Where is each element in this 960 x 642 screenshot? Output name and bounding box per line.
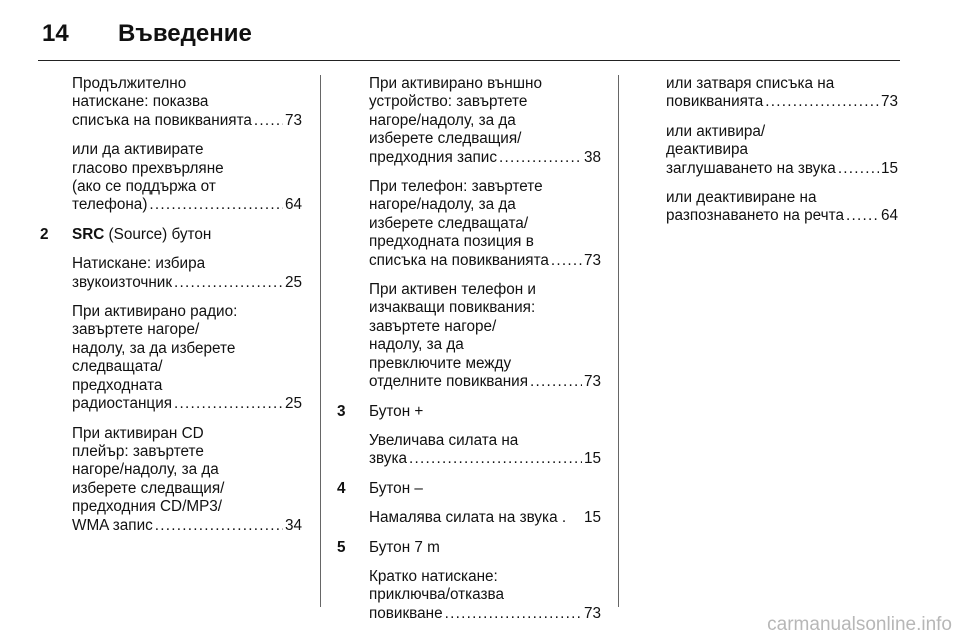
- item-5-heading: [337, 538, 601, 557]
- paragraph-speech-recognition: или деактивиране на разпознаването на речта . . . 64: [666, 189, 898, 226]
- paragraph-waiting-calls: При активен телефон и изчакващи повиквания: завъртете нагоре/ надолу, за да превключите между отделните повиквания . . . 73: [369, 281, 601, 391]
- column-3: [666, 75, 898, 237]
- paragraph-radio: При активирано радио: завъртете нагоре/ надолу, за да изберете следващата/ предходната радиостанция . . . 25: [72, 303, 302, 413]
- page-number: 14: [42, 20, 69, 47]
- page-reference: 73: [880, 93, 898, 111]
- index-entry: WMA запис . . . 34: [72, 517, 302, 535]
- index-entry: отделните повиквания . . . 73: [369, 373, 601, 391]
- paragraph-volume-down: [369, 509, 601, 527]
- page-reference: 25: [284, 395, 302, 413]
- paragraph-cd-player: При активиран CD плейър: завъртете нагоре/надолу, за да изберете следващия/ предходния CD/MP3/ WMA запис . . . 34: [72, 425, 302, 535]
- page-reference: 34: [284, 516, 302, 534]
- page-reference: 64: [880, 207, 898, 225]
- page-header: [38, 14, 900, 61]
- volume-up-button-label: Бутон +: [369, 402, 424, 420]
- page-reference: 73: [284, 111, 302, 129]
- page-reference: 64: [284, 196, 302, 214]
- phone-button-label: Бутон 7 m: [369, 538, 440, 556]
- paragraph-long-press: Продължително натискане: показва списъка на повикванията . . . 73: [72, 75, 302, 130]
- paragraph-volume-up: Увеличава силата на звука . . . 15: [369, 432, 601, 469]
- paragraph-mute: или активира/ деактивира заглушаването на звука . . . 15: [666, 123, 898, 178]
- index-entry: радиостанция . . . 25: [72, 395, 302, 413]
- page-reference: 25: [284, 273, 302, 291]
- page-reference: 73: [583, 373, 601, 391]
- paragraph-phone: При телефон: завъртете нагоре/надолу, за да изберете следващата/ предходната позиция в списъка на повикванията . . . 73: [369, 178, 601, 270]
- paragraph-close-call-list: или затваря списъка на повикванията . . . 73: [666, 75, 898, 112]
- index-entry: списъка на повикванията . . . 73: [72, 112, 302, 130]
- index-entry: разпознаването на речта . . . 64: [666, 207, 898, 225]
- page-reference: 15: [583, 450, 601, 468]
- volume-down-button-label: Бутон –: [369, 479, 423, 497]
- page-reference: 15: [583, 509, 601, 527]
- page-reference: 73: [583, 604, 601, 622]
- item-3-heading: [337, 402, 601, 421]
- paragraph-external-device: При активирано външно устройство: завъртете нагоре/надолу, за да изберете следващия/ предходния запис . . . 38: [369, 75, 601, 167]
- item-number: 3: [337, 402, 346, 420]
- index-entry: звукоизточник . . . 25: [72, 274, 302, 292]
- page-reference: 38: [583, 148, 601, 166]
- page-reference: 73: [583, 251, 601, 269]
- index-entry: Намалява силата на звука . 15: [369, 509, 601, 527]
- index-entry: заглушаването на звука . . . 15: [666, 160, 898, 178]
- index-entry: повикванията . . . 73: [666, 93, 898, 111]
- index-entry: списъка на повикванията . . . 73: [369, 252, 601, 270]
- paragraph-short-press: Кратко натискане: приключва/отказва повикване . . . 73: [369, 568, 601, 623]
- paragraph-voice-transfer: или да активирате гласово прехвърляне (ако се поддържа от телефона) . . . 64: [72, 141, 302, 215]
- item-2-heading: 2 SRC (Source) бутон: [40, 225, 212, 243]
- index-entry: повикване . . . 73: [369, 605, 601, 623]
- column-divider-left: [320, 75, 321, 607]
- item-number: 2: [40, 225, 49, 243]
- chapter-title: Въведение: [118, 20, 252, 47]
- column-divider-right: [618, 75, 619, 607]
- column-1: [40, 75, 302, 546]
- paragraph-select-source: Натискане: избира звукоизточник . . . 25: [72, 255, 302, 292]
- column-2: [337, 75, 601, 634]
- item-number: 5: [337, 538, 346, 556]
- index-entry: телефона) . . . 64: [72, 196, 302, 214]
- src-label: SRC: [72, 225, 105, 243]
- item-4-heading: [337, 479, 601, 498]
- page-reference: 15: [880, 159, 898, 177]
- index-entry: предходния запис . . . 38: [369, 149, 601, 167]
- item-number: 4: [337, 479, 346, 497]
- watermark: carmanualsonline.info: [767, 614, 952, 635]
- index-entry: звука . . . 15: [369, 450, 601, 468]
